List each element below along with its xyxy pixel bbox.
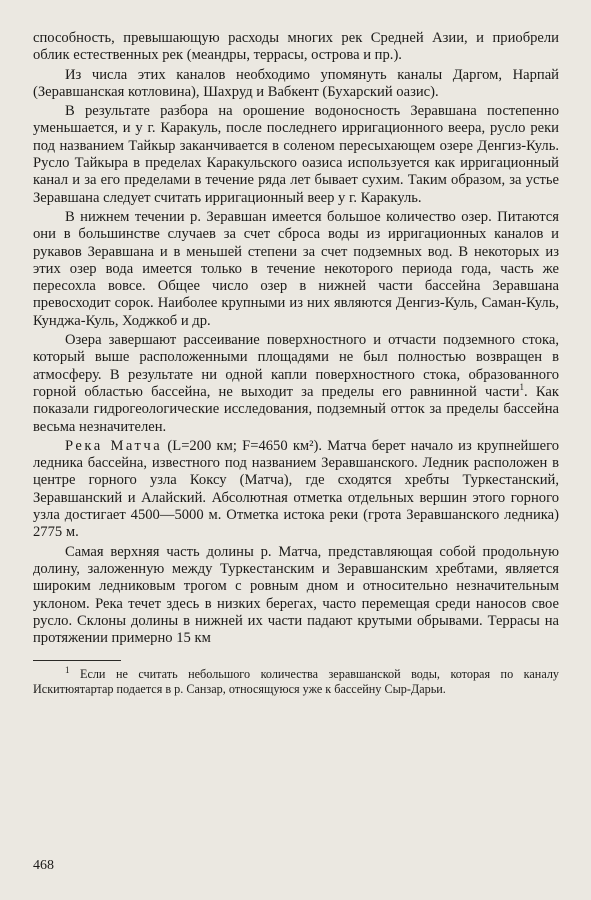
paragraph-2: Из числа этих каналов необходимо упомянуть каналы Даргом, Нарпай (Зеравшанская котловина), Шахруд и Вабкент (Бухарский оазис). xyxy=(33,66,559,100)
footnote xyxy=(33,667,559,697)
section-title-matcha: Река Матча xyxy=(65,437,163,454)
footnote-text: Если не считать небольшого количества зеравшанской воды, которая по каналу Искитюятартар подается в р. Санзар, относящуюся уже к бассейну Сыр-Дарьи. xyxy=(33,667,560,697)
paragraph-5 xyxy=(33,332,559,436)
river-parameters: (L=200 км; F=4650 км²). xyxy=(167,437,323,454)
footnote-ref: 1 xyxy=(519,382,525,393)
footnote-divider xyxy=(33,660,121,661)
paragraph-6 xyxy=(33,438,559,542)
paragraph-5-text: Озера завершают рассеивание поверхностного и отчасти подземного стока, который выше расположенными площадями не был полностью возвращен в атмосферу. В результате ни одной капли поверхностного стока, образованного горной областью бассейна, не выходит за пределы его равнинной части xyxy=(33,332,559,400)
paragraph-7: Самая верхняя часть долины р. Матча, представляющая собой продольную долину, заложенную между Туркестанским и Зеравшанским хребтами, является широким ледниковым трогом с ровным дном и относительно незначительным уклоном. Река течет здесь в низких берегах, часто перемещая среди наносов свое русло. Склоны долины в нижней их части падают крутыми обрывами. Террасы на протяжении примерно 15 км xyxy=(33,543,559,647)
paragraph-4: В нижнем течении р. Зеравшан имеется большое количество озер. Питаются они в большинстве случаев за счет сброса воды из ирригационных каналов и рукавов Зеравшана и в меньшей степени за счет подземных вод. В некоторых из этих озер вода имеется только в течение некоторого периода года, часть же пересохла вовсе. Общее число озер в нижней части бассейна Зеравшана превосходит сорок. Наиболее крупными из них являются Денгиз-Куль, Саман-Куль, Кунджа-Куль, Ходжкоб и др. xyxy=(33,208,559,329)
main-text xyxy=(33,30,559,647)
footnote-mark: 1 xyxy=(65,665,70,676)
page-number: 468 xyxy=(33,858,54,873)
paragraph-3: В результате разбора на орошение водоносность Зеравшана постепенно уменьшается, и у г. Каракуль, после последнего ирригационного веера, русло реки под названием Тайкыр заканчивается в соленом пересыхающем озере Денгиз-Куль. Русло Тайкыра в пределах Каракульского оазиса используется как ирригационный канал и за его пределами в течение ряда лет бывает сухим. Таким образом, за устье Зеравшана следует считать ирригационный веер у г. Каракуль. xyxy=(33,103,559,206)
paragraph-5-end: . Как показали гидрогеологические исследования, подземный отток за пределы бассейна весьма незначителен. xyxy=(33,383,559,435)
paragraph-6-text: Матча берет начало из крупнейшего ледника бассейна, известного под названием Зеравшанского. Ледник расположен в центре горного узла Коксу (Матча), где сходятся хребты Туркестанский, Зеравшанский и Алайский. Абсолютная отметка отдельных вершин этого горного узла достигает 4500—5000 м. Отметка истока реки (грота Зеравшанского ледника) 2775 м. xyxy=(33,437,559,541)
paragraph-1: способность, превышающую расходы многих рек Средней Азии, и приобрели облик естественных рек (меандры, террасы, острова и пр.). xyxy=(33,30,559,64)
